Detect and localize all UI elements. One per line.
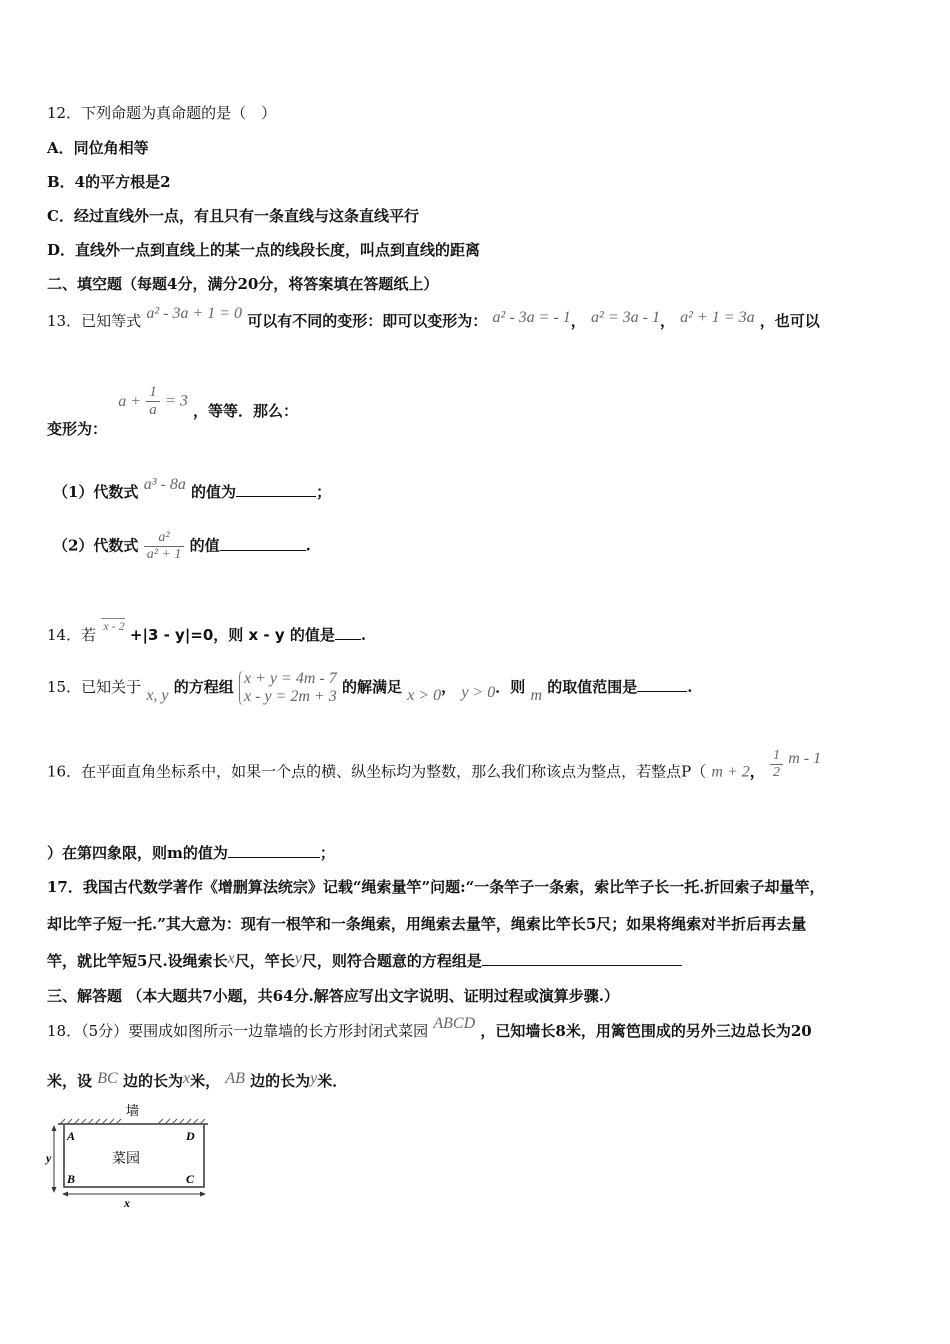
answer-blank <box>637 677 687 692</box>
answer-blank <box>228 843 320 858</box>
q12-option-d: D．直线外一点到直线上的某一点的线段长度，叫点到直线的距离 <box>47 241 481 259</box>
q16-line2: ）在第四象限，则m的值为 ； <box>47 844 335 862</box>
svg-text:B: B <box>67 1172 76 1186</box>
q17-line1: 17．我国古代数学著作《增删算法统宗》记载“绳索量竿”问题:“一条竿子一条索，索比竿子长一托.折回索子却量竿， <box>47 878 825 896</box>
q12-option-b: B．4的平方根是2 <box>47 173 171 191</box>
answer-blank <box>482 951 682 966</box>
q13-line2: 变形为： a + $\frac{1}{a}$ = 3 ，等等．那么： <box>47 384 299 438</box>
q15: 15．已知关于 x, y 的方程组 x + y = 4m - 7 x - y = 2m + 3 的解满足 x > 0， y > 0．则 m 的取值范围是 . <box>47 670 693 705</box>
q13-variant-1: a² - 3a = - 1 <box>492 309 571 326</box>
q13-equation: a² - 3a + 1 = 0 <box>146 305 243 322</box>
section-answer-heading: 三、解答题 （本大题共7小题，共64分.解答应写出文字说明、证明过程或演算步骤.） <box>47 987 619 1005</box>
wall-label: 墙 <box>126 1103 140 1118</box>
q13-sub1: （1）代数式 a³ - 8a 的值为 ； <box>53 476 332 501</box>
q13-variant-2: a² = 3a - 1 <box>591 309 660 326</box>
section-fill-in-heading: 二、填空题（每题4分，满分20分，将答案填在答题纸上） <box>47 275 439 293</box>
q13-line1: 13．已知等式 a² - 3a + 1 = 0 可以有不同的变形：即可以变形为： a² - 3a = - 1， a² = 3a - 1， a² + 1 = 3a ，也可以 <box>47 305 820 330</box>
q12-option-a: A．同位角相等 <box>47 139 149 157</box>
garden-figure <box>42 1100 222 1212</box>
q14: 14．若 $^{x - 2}$ +|3 - y|=0，则 x - y 的值是 . <box>47 619 367 644</box>
svg-text:x: x <box>124 1196 130 1210</box>
svg-text:A: A <box>67 1129 76 1143</box>
q17-line3: 竿，就比竿短5尺.设绳索长x尺，竿长y尺，则符合题意的方程组是 <box>47 950 682 971</box>
q12-option-c: C．经过直线外一点，有且只有一条直线与这条直线平行 <box>47 207 419 225</box>
answer-blank <box>335 625 361 640</box>
garden-label: 菜园 <box>112 1152 140 1167</box>
svg-text:C: C <box>186 1172 195 1186</box>
q13-sub2: （2）代数式 $\frac{\text{a²}}{\text{a² + 1}}$ 的值 . <box>53 530 311 562</box>
q18-line1: 18．（5分）要围成如图所示一边靠墙的长方形封闭式菜园 ABCD ，已知墙长8米，用篱笆围成的另外三边总长为20 <box>47 1015 812 1040</box>
svg-text:y: y <box>46 1151 52 1165</box>
q18-line2: 米，设 BC 边的长为x米， AB 边的长为y米． <box>47 1070 348 1090</box>
svg-text:D: D <box>186 1129 195 1143</box>
q13-variant-3: a² + 1 = 3a <box>680 309 755 326</box>
q16-line1: 16．在平面直角坐标系中，如果一个点的横、纵坐标均为整数，那么我们称该点为整点，若整点P（ m + 2， $\frac{1}{2}$ m - 1 <box>47 748 822 781</box>
answer-blank <box>220 536 306 551</box>
q17-line2: 却比竿子短一托.”其大意为：现有一根竿和一条绳索，用绳索去量竿，绳索比竿长5尺；如果将绳索对半折后再去量 <box>47 915 807 933</box>
answer-blank <box>236 482 316 497</box>
q12-stem: 12．下列命题为真命题的是（ ） <box>47 104 277 122</box>
